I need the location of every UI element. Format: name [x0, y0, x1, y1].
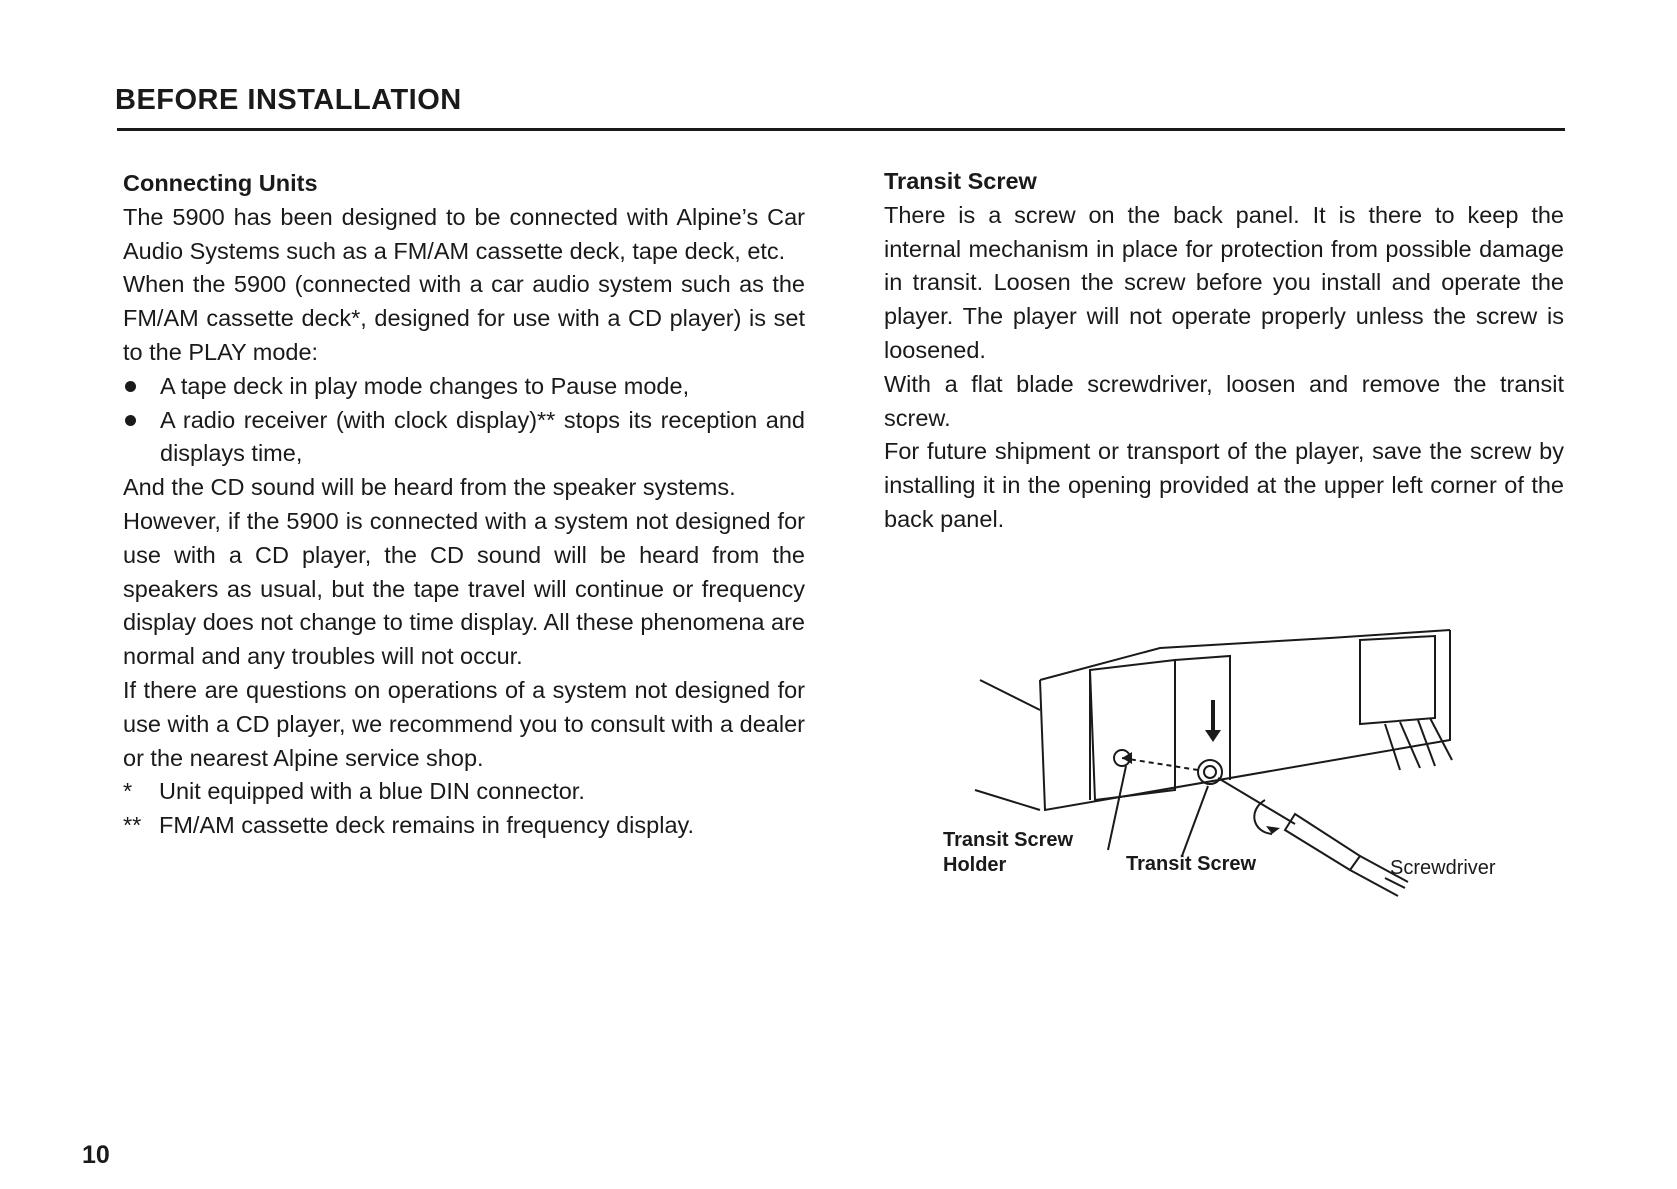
player-back-panel — [1040, 630, 1450, 810]
list-item-text: A tape deck in play mode changes to Pause mode, — [160, 372, 690, 399]
label-transit-screw: Transit Screw — [1126, 853, 1257, 875]
bullet-icon — [125, 415, 136, 426]
bullet-icon — [125, 381, 136, 392]
label-line: Holder — [943, 854, 1007, 876]
panel-bracket — [1090, 660, 1175, 800]
footnote — [123, 809, 805, 843]
paragraph: There is a screw on the back panel. It is there to keep the internal mechanism in place for protection from possible damage in transit. Loosen the screw before you install and operate the player. The player will not operate properly unless the screw is loosened. — [884, 201, 1564, 363]
label-screwdriver: Screwdriver — [1390, 857, 1496, 879]
title-divider — [117, 128, 1565, 131]
paragraph: For future shipment or transport of the player, save the screw by installing it in the opening provided at the upper left corner of the back panel. — [884, 438, 1564, 532]
paragraph: The 5900 has been designed to be connected with Alpine’s Car Audio Systems such as a FM/AM cassette deck, tape deck, etc. — [123, 203, 805, 264]
footnote-text: FM/AM cassette deck remains in frequency display. — [159, 812, 695, 839]
page-title: BEFORE INSTALLATION — [115, 84, 462, 116]
list-item-text: A radio receiver (with clock display)** stops its reception and displays time, — [160, 406, 805, 467]
page-number: 10 — [82, 1141, 110, 1169]
list-item — [123, 370, 805, 404]
footnote-mark: * — [123, 778, 133, 805]
paragraph: If there are questions on operations of a system not designed for use with a CD player, we recommend you to consult with a dealer or the nearest Alpine service shop. — [123, 676, 805, 771]
label-transit-screw-holder — [943, 828, 1073, 878]
screwdriver-handle — [1285, 814, 1360, 870]
footnote — [123, 775, 805, 809]
section-connecting-units — [123, 167, 805, 843]
connector-block — [1360, 636, 1435, 724]
section-heading: Connecting Units — [123, 170, 318, 196]
paragraph: However, if the 5900 is connected with a system not designed for use with a CD player, the CD sound will be heard from the speakers as usual, but the tape travel will continue or frequency display does not change to time display. All these phenomena are normal and any troubles will not occur. — [123, 507, 805, 670]
section-heading: Transit Screw — [884, 168, 1037, 194]
footnote-text: Unit equipped with a blue DIN connector. — [159, 778, 585, 805]
screwdriver-shaft — [1218, 778, 1295, 824]
label-line: Transit Screw — [943, 829, 1074, 851]
remove-arrow-icon — [1122, 758, 1198, 770]
footnote-mark: ** — [123, 812, 142, 839]
transit-screw-head — [1198, 760, 1222, 784]
list-item — [123, 404, 805, 472]
paragraph: With a flat blade screwdriver, loosen and remove the transit screw. — [884, 370, 1564, 431]
section-transit-screw — [884, 165, 1564, 537]
paragraph: And the CD sound will be heard from the speaker systems. — [123, 474, 736, 501]
paragraph: When the 5900 (connected with a car audio system such as the FM/AM cassette deck*, designed for use with a CD player) is set to the PLAY mode: — [123, 271, 805, 365]
